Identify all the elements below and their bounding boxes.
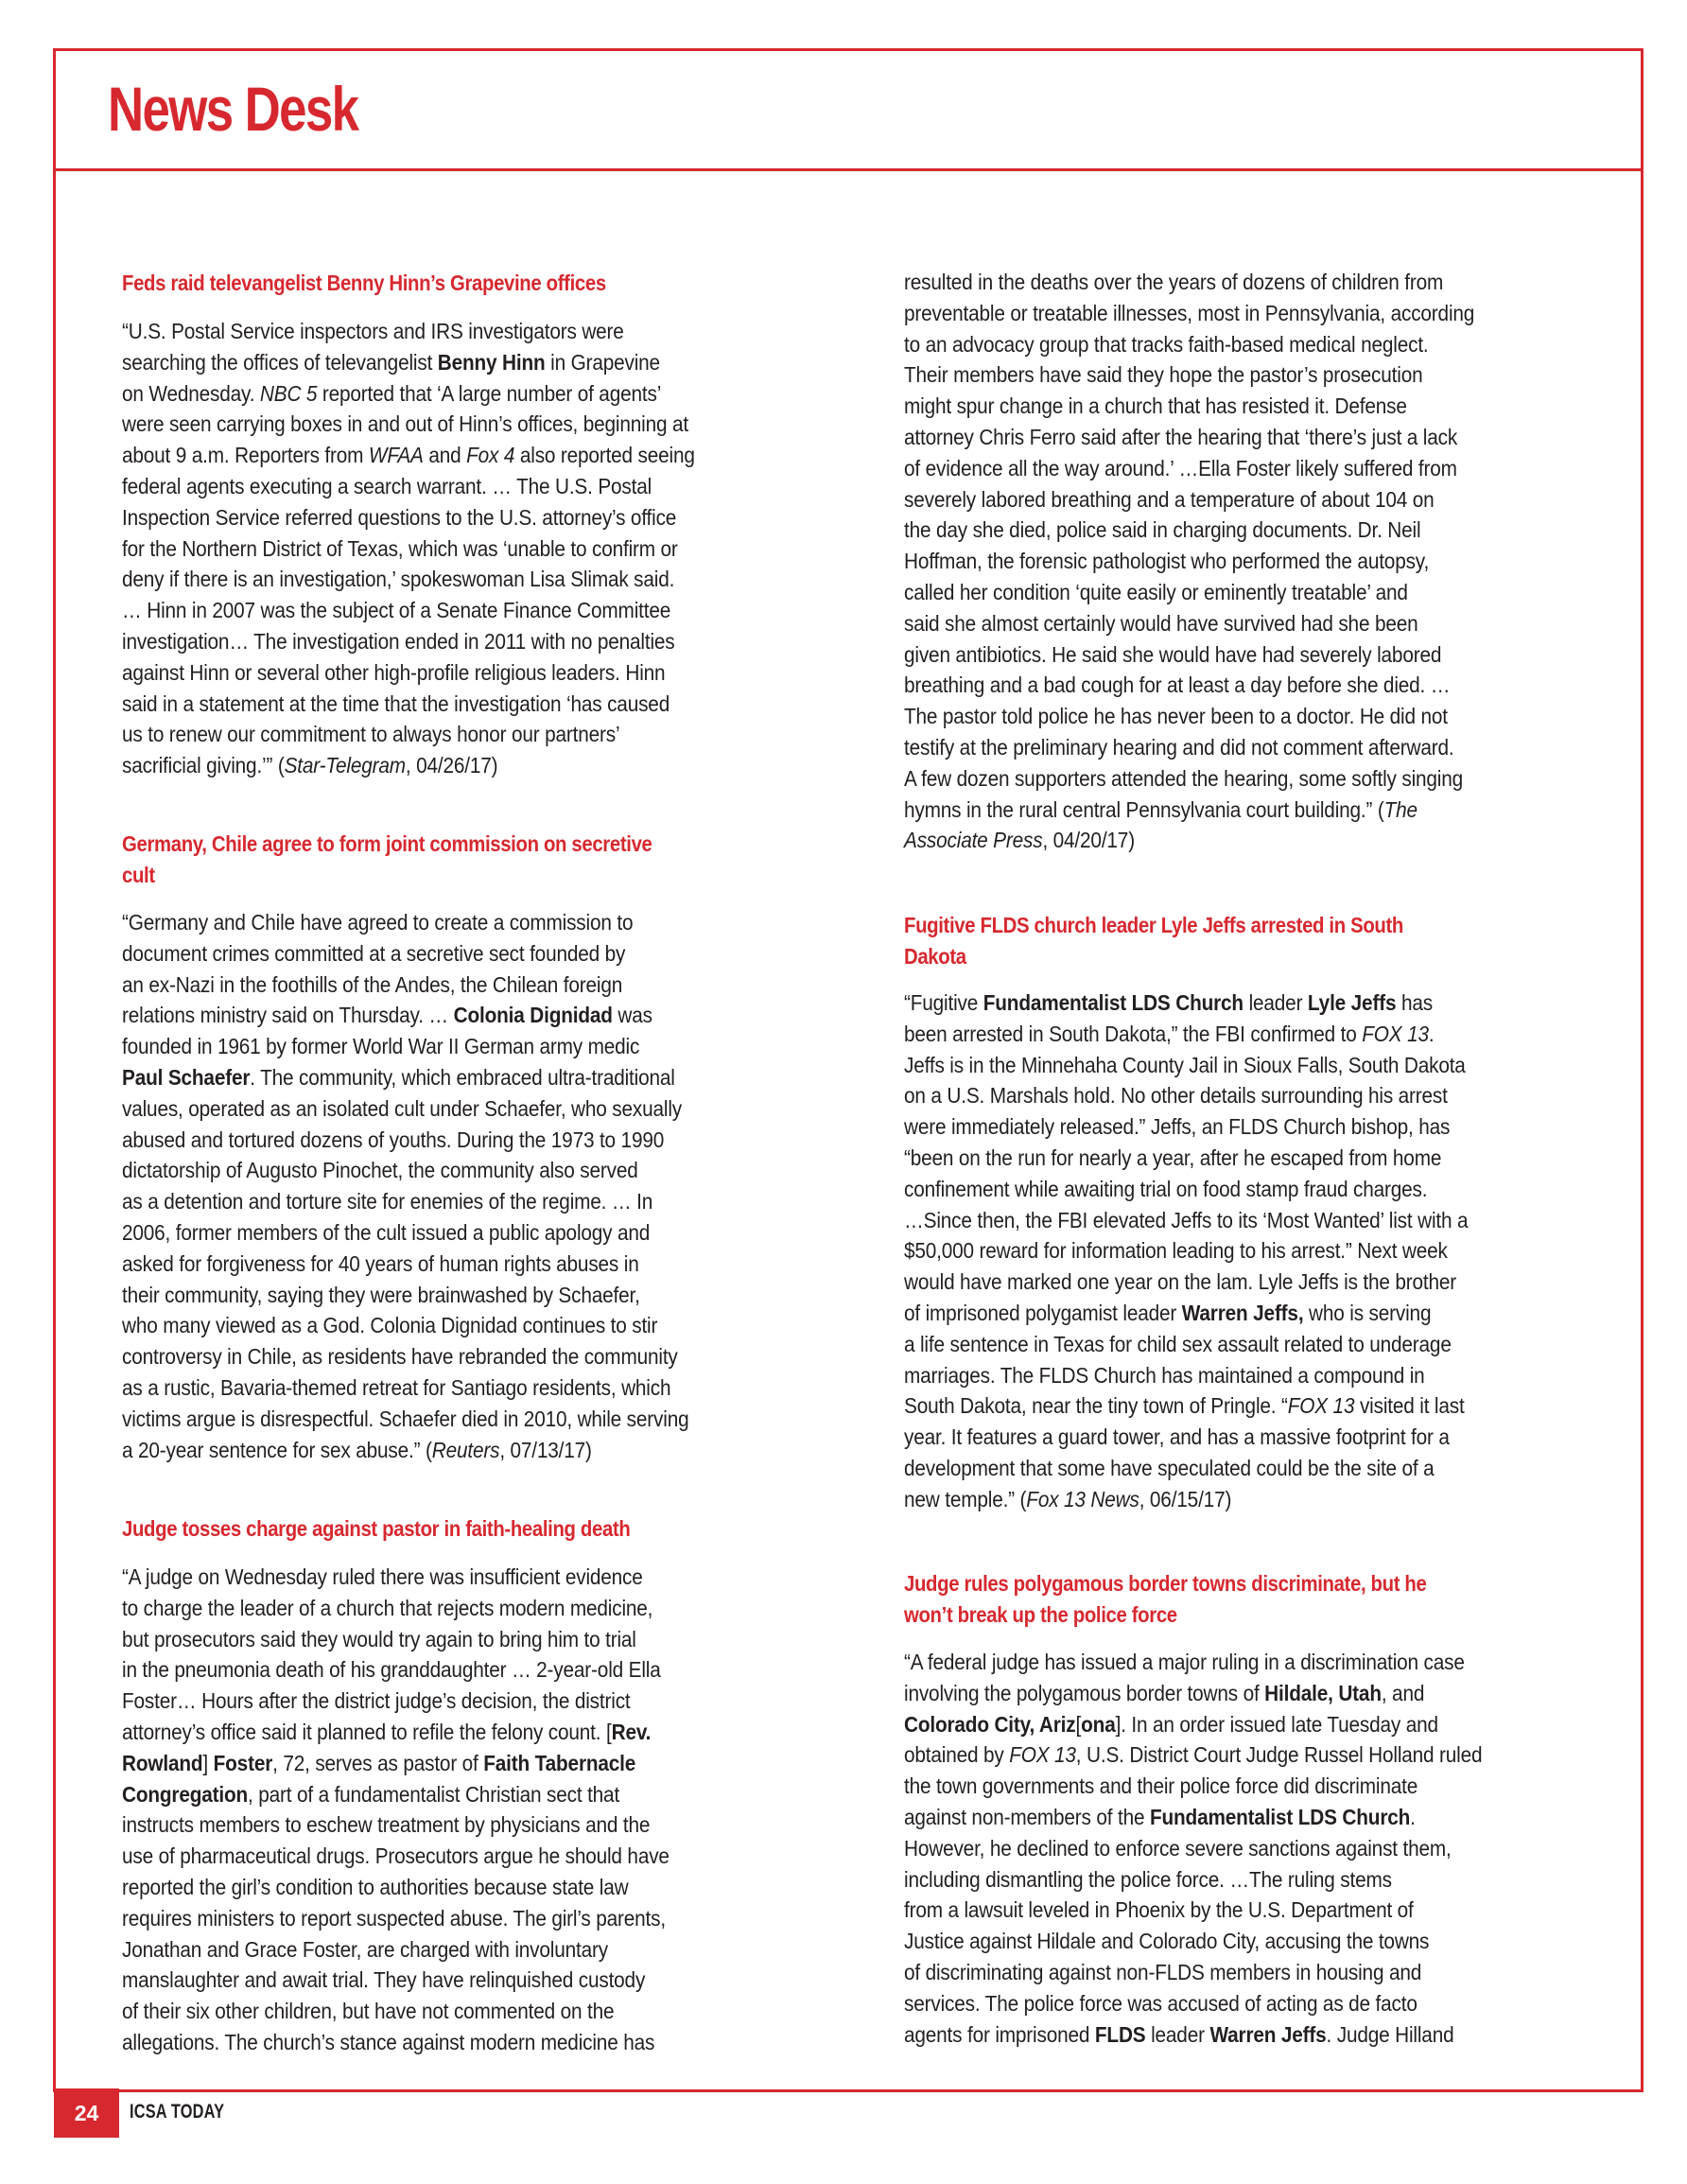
text-run: confinement while awaiting trial on food stamp fraud charges.: [904, 1176, 1428, 1201]
text-line: [904, 2019, 1506, 2051]
text-line: [122, 502, 724, 533]
text-line: [122, 1841, 724, 1872]
text-line: [122, 1031, 724, 1062]
text-line: [904, 1771, 1506, 1802]
text-line: [904, 670, 1506, 701]
text-run: who many viewed as a God. Colonia Dignidad continues to stir: [122, 1313, 658, 1338]
text-run: against non-members of the: [904, 1804, 1150, 1829]
article-heading: [904, 1568, 1585, 1631]
bold-text: Foster: [213, 1750, 273, 1775]
text-run: the town governments and their police force did discriminate: [904, 1773, 1418, 1799]
text-line: [904, 732, 1506, 763]
text-line: [122, 1686, 724, 1717]
text-line: [904, 1235, 1506, 1267]
text-line: [904, 1926, 1506, 1957]
text-run: founded in 1961 by former World War II German army medic: [122, 1034, 640, 1059]
text-line: [904, 1864, 1506, 1896]
text-line: [904, 1895, 1506, 1926]
text-run: 2006, former members of the cult issued a public apology and: [122, 1219, 651, 1245]
text-run: Judge tosses charge against pastor in faith-healing death: [122, 1516, 631, 1541]
text-line: [904, 1360, 1506, 1391]
text-run: abused and tortured dozens of youths. During the 1973 to 1990: [122, 1127, 665, 1152]
text-line: [904, 1174, 1506, 1205]
text-line: [904, 1205, 1506, 1236]
text-line: [904, 484, 1506, 515]
text-run: also reported seeing: [514, 443, 695, 468]
italic-text: FOX 13: [1009, 1742, 1076, 1768]
heading-line: [904, 1599, 1506, 1631]
text-run: us to renew our commitment to always honor our partners’: [122, 722, 620, 747]
text-line: [122, 440, 724, 471]
text-run: of their six other children, but have not commented on the: [122, 1999, 615, 2024]
text-line: [904, 577, 1506, 608]
bold-text: Congregation: [122, 1781, 249, 1807]
text-run: controversy in Chile, as residents have rebranded the community: [122, 1344, 678, 1370]
text-run: Inspection Service referred questions to the U.S. attorney’s office: [122, 504, 677, 530]
italic-text: FOX 13: [1287, 1393, 1355, 1419]
text-run: Their members have said they hope the pastor’s prosecution: [904, 362, 1423, 388]
text-run: “been on the run for nearly a year, after he escaped from home: [904, 1144, 1442, 1170]
text-run: Foster… Hours after the district judge’s decision, the district: [122, 1688, 631, 1714]
text-line: [122, 689, 724, 720]
text-line: [904, 1988, 1506, 2019]
text-run: Germany, Chile agree to form joint commission on secretive: [122, 831, 652, 856]
text-run: severely labored breathing and a temperature of about 104 on: [904, 486, 1435, 512]
text-line: [122, 1062, 724, 1093]
text-run: requires ministers to report suspected abuse. The girl’s parents,: [122, 1905, 666, 1931]
article-body: [122, 316, 803, 781]
text-run: dictatorship of Augusto Pinochet, the community also served: [122, 1158, 638, 1183]
text-line: [122, 657, 724, 689]
heading-line: [122, 860, 724, 891]
text-run: might spur change in a church that has resisted it. Defense: [904, 393, 1407, 419]
text-run: Hoffman, the forensic pathologist who performed the autopsy,: [904, 549, 1430, 574]
text-line: [122, 1903, 724, 1934]
text-line: [904, 391, 1506, 422]
text-line: [122, 1217, 724, 1249]
italic-text: Reuters: [431, 1437, 500, 1462]
bold-text: Fundamentalist LDS Church: [1149, 1804, 1411, 1829]
text-run: ]: [202, 1750, 214, 1775]
text-run: , U.S. District Court Judge Russel Holland ruled: [1075, 1742, 1483, 1768]
text-run: year. It features a guard tower, and has a massive footprint for a: [904, 1424, 1450, 1450]
text-run: Jeffs is in the Minnehaha County Jail in Sioux Falls, South Dakota: [904, 1052, 1466, 1077]
text-line: [904, 1298, 1506, 1329]
article-body: [122, 907, 803, 1465]
text-line: [122, 378, 724, 410]
text-line: [904, 1019, 1506, 1050]
text-run: to charge the leader of a church that rejects modern medicine,: [122, 1595, 653, 1620]
heading-line: [904, 941, 1506, 972]
text-line: [904, 1484, 1506, 1515]
text-line: [122, 1996, 724, 2027]
bold-text: Lyle Jeffs: [1307, 990, 1397, 1015]
text-line: [122, 1934, 724, 1966]
text-line: [122, 750, 724, 781]
text-run: of evidence all the way around.’ …Ella Foster likely suffered from: [904, 455, 1457, 480]
text-run: were seen carrying boxes in and out of Hinn’s offices, beginning at: [122, 411, 688, 437]
text-line: [122, 2027, 724, 2058]
article-body-continued: [904, 267, 1585, 856]
text-run: , 72, serves as pastor of: [272, 1750, 484, 1775]
text-run: leader: [1145, 2021, 1210, 2047]
text-line: [122, 1249, 724, 1280]
text-line: [122, 1562, 724, 1593]
heading-line: [904, 910, 1506, 941]
text-run: won’t break up the police force: [904, 1601, 1177, 1627]
text-run: “Germany and Chile have agreed to create a commission to: [122, 910, 634, 935]
bold-text: Warren Jeffs: [1209, 2021, 1327, 2047]
text-line: [122, 1624, 724, 1655]
text-run: relations ministry said on Thursday. …: [122, 1003, 454, 1028]
text-line: [122, 907, 724, 938]
text-run: from a lawsuit leveled in Phoenix by the U.S. Department of: [904, 1897, 1414, 1923]
header-divider: [53, 168, 1644, 171]
text-run: However, he declined to enforce severe sanctions against them,: [904, 1835, 1452, 1861]
article-heading: [122, 268, 803, 299]
text-run: deny if there is an investigation,’ spokeswoman Lisa Slimak said.: [122, 567, 675, 592]
text-line: [904, 546, 1506, 577]
text-run: obtained by: [904, 1742, 1010, 1768]
text-line: [904, 987, 1506, 1019]
text-line: [122, 1717, 724, 1748]
text-line: [904, 515, 1506, 546]
text-run: , 04/26/17): [405, 753, 498, 778]
bold-text: FLDS: [1094, 2021, 1146, 2047]
text-run: allegations. The church’s stance against modern medicine has: [122, 2029, 655, 2054]
text-line: [122, 1341, 724, 1372]
text-run: against Hinn or several other high-profile religious leaders. Hinn: [122, 659, 666, 685]
text-line: [122, 1280, 724, 1311]
text-line: [122, 1372, 724, 1404]
italic-text: NBC 5: [259, 380, 318, 406]
text-line: [904, 1267, 1506, 1298]
bold-text: Faith Tabernacle: [483, 1750, 636, 1775]
text-line: [122, 1310, 724, 1341]
text-run: $50,000 reward for information leading to his arrest.” Next week: [904, 1238, 1448, 1264]
text-run: given antibiotics. He said she would have had severely labored: [904, 641, 1442, 667]
text-run: testify at the preliminary hearing and did not comment afterward.: [904, 734, 1454, 760]
italic-text: Star-Telegram: [284, 753, 406, 778]
bold-text: Benny Hinn: [437, 349, 546, 375]
page-number-badge: [54, 2088, 119, 2138]
bold-text: Paul Schaefer: [122, 1064, 251, 1090]
text-line: [904, 1329, 1506, 1360]
page-number: 24: [74, 2101, 99, 2125]
text-run: South Dakota, near the tiny town of Pringle. “: [904, 1393, 1288, 1419]
article-body: [122, 1562, 803, 2058]
text-line: [904, 763, 1506, 795]
text-run: breathing and a bad cough for at least a day before she died. …: [904, 673, 1451, 698]
text-run: visited it last: [1354, 1393, 1465, 1419]
text-run: attorney Chris Ferro said after the hearing that ‘there’s just a lack: [904, 424, 1458, 449]
text-run: preventable or treatable illnesses, most in Pennsylvania, according: [904, 300, 1475, 325]
text-run: “A judge on Wednesday ruled there was insufficient evidence: [122, 1564, 643, 1589]
text-line: [904, 1422, 1506, 1453]
text-run: agents for imprisoned: [904, 2021, 1095, 2047]
text-run: of discriminating against non-FLDS members in housing and: [904, 1959, 1422, 1984]
text-run: reported the girl’s condition to authorities because state law: [122, 1874, 629, 1899]
text-line: [904, 1678, 1506, 1709]
text-run: Jonathan and Grace Foster, are charged with involuntary: [122, 1936, 608, 1962]
text-run: “A federal judge has issued a major ruling in a discrimination case: [904, 1650, 1465, 1674]
bold-text: Rev.: [611, 1719, 652, 1744]
text-run: values, operated as an isolated cult under Schaefer, who sexually: [122, 1095, 683, 1121]
text-line: [904, 359, 1506, 391]
text-run: , 04/20/17): [1042, 828, 1135, 853]
text-run: …Since then, the FBI elevated Jeffs to its ‘Most Wanted’ list with a: [904, 1207, 1469, 1232]
text-run: [: [1075, 1711, 1082, 1737]
text-run: resulted in the deaths over the years of dozens of children from: [904, 270, 1444, 294]
text-line: [904, 298, 1506, 329]
text-line: [122, 1435, 724, 1466]
text-line: [122, 1965, 724, 1996]
text-line: [904, 1709, 1506, 1740]
text-run: asked for forgiveness for 40 years of human rights abuses in: [122, 1250, 639, 1276]
text-run: marriages. The FLDS Church has maintained a compound in: [904, 1362, 1425, 1388]
text-run: new temple.” (: [904, 1486, 1027, 1511]
text-line: [904, 639, 1506, 671]
text-line: [122, 1186, 724, 1217]
text-line: [122, 719, 724, 750]
text-run: the day she died, police said in charging documents. Dr. Neil: [904, 517, 1421, 543]
text-run: … Hinn in 2007 was the subject of a Senate Finance Committee: [122, 598, 671, 623]
text-run: manslaughter and await trial. They have relinquished custody: [122, 1967, 646, 1993]
text-run: and: [423, 443, 467, 468]
text-run: , 06/15/17): [1139, 1486, 1232, 1511]
text-run: said in a statement at the time that the investigation ‘has caused: [122, 690, 670, 716]
text-run: A few dozen supporters attended the hearing, some softly singing: [904, 765, 1464, 791]
text-run: leader: [1243, 990, 1308, 1015]
text-run: federal agents executing a search warrant. … The U.S. Postal: [122, 473, 652, 498]
text-run: Fugitive FLDS church leader Lyle Jeffs arrested in South: [904, 913, 1404, 937]
text-line: [904, 422, 1506, 453]
italic-text: Fox 4: [466, 443, 515, 468]
article-body: [904, 987, 1585, 1515]
text-line: [904, 1453, 1506, 1484]
text-line: [122, 1809, 724, 1841]
text-run: searching the offices of televangelist: [122, 349, 438, 375]
text-run: Dakota: [904, 943, 966, 969]
text-run: “U.S. Postal Service inspectors and IRS investigators were: [122, 319, 624, 343]
text-run: in the pneumonia death of his granddaughter … 2-year-old Ella: [122, 1657, 661, 1683]
text-run: including dismantling the police force. …The ruling stems: [904, 1866, 1392, 1892]
text-line: [122, 1000, 724, 1031]
text-line: [122, 626, 724, 657]
text-line: [904, 1739, 1506, 1771]
text-line: [904, 1050, 1506, 1081]
text-run: sacrificial giving.’” (: [122, 753, 285, 778]
bold-text: Colorado City, Ariz: [904, 1711, 1076, 1737]
text-run: use of pharmaceutical drugs. Prosecutors argue he should have: [122, 1843, 670, 1869]
text-line: [904, 825, 1506, 856]
text-run: who is serving: [1303, 1300, 1432, 1325]
text-line: [122, 1093, 724, 1125]
text-run: attorney’s office said it planned to refile the felony count. [: [122, 1719, 612, 1744]
text-run: The pastor told police he has never been to a doctor. He did not: [904, 704, 1448, 729]
text-line: [904, 1802, 1506, 1833]
italic-text: FOX 13: [1362, 1021, 1429, 1046]
text-line: [122, 1125, 724, 1156]
text-line: [122, 347, 724, 378]
text-run: reported that ‘A large number of agents’: [317, 380, 662, 406]
bold-text: Colonia Dignidad: [453, 1003, 613, 1028]
text-line: [122, 595, 724, 626]
text-run: a 20-year sentence for sex abuse.” (: [122, 1437, 432, 1462]
text-run: , part of a fundamentalist Christian sect that: [248, 1781, 620, 1807]
text-run: as a detention and torture site for enemies of the regime. … In: [122, 1189, 653, 1214]
text-run: involving the polygamous border towns of: [904, 1680, 1265, 1705]
text-run: would have marked one year on the lam. Lyle Jeffs is the brother: [904, 1269, 1457, 1295]
text-run: cult: [122, 862, 155, 887]
text-line: [122, 1155, 724, 1186]
text-run: in Grapevine: [545, 349, 660, 375]
text-run: been arrested in South Dakota,” the FBI confirmed to: [904, 1021, 1363, 1046]
text-run: investigation… The investigation ended in 2011 with no penalties: [122, 628, 675, 654]
italic-text: Associate Press: [904, 828, 1043, 853]
heading-line: [122, 268, 724, 299]
text-run: “Fugitive: [904, 990, 983, 1015]
text-run: development that some have speculated could be the site of a: [904, 1455, 1435, 1480]
text-run: but prosecutors said they would try again to bring him to trial: [122, 1626, 636, 1651]
text-line: [122, 970, 724, 1001]
text-line: [122, 533, 724, 565]
text-run: their community, saying they were brainwashed by Schaefer,: [122, 1282, 640, 1307]
text-run: services. The police force was accused of acting as de facto: [904, 1990, 1417, 2016]
bold-text: Rowland: [122, 1750, 203, 1775]
text-line: [904, 1111, 1506, 1143]
bold-text: ona: [1081, 1711, 1116, 1737]
text-line: [904, 701, 1506, 732]
text-run: Justice against Hildale and Colorado City, accusing the towns: [904, 1929, 1430, 1954]
text-run: instructs members to eschew treatment by physicians and the: [122, 1812, 651, 1838]
italic-text: WFAA: [368, 443, 424, 468]
text-run: Feds raid televangelist Benny Hinn’s Grapevine offices: [122, 271, 606, 295]
text-run: about 9 a.m. Reporters from: [122, 443, 369, 468]
heading-line: [122, 1513, 724, 1545]
article-heading: [904, 910, 1585, 972]
text-run: .: [1428, 1021, 1435, 1046]
text-line: [904, 329, 1506, 360]
text-run: . The community, which embraced ultra-traditional: [250, 1064, 675, 1090]
text-line: [122, 1654, 724, 1686]
text-run: victims argue is disrespectful. Schaefer died in 2010, while serving: [122, 1406, 689, 1431]
italic-text: Fox 13 News: [1026, 1486, 1139, 1511]
text-run: said she almost certainly would have survived had she been: [904, 610, 1418, 636]
text-run: ]. In an order issued late Tuesday and: [1115, 1711, 1438, 1737]
text-run: , and: [1381, 1680, 1425, 1705]
article-heading: [122, 829, 803, 891]
text-run: on a U.S. Marshals hold. No other details surrounding his arrest: [904, 1083, 1448, 1109]
text-run: for the Northern District of Texas, which was ‘unable to confirm or: [122, 535, 678, 561]
heading-line: [122, 829, 724, 860]
text-run: called her condition ‘quite easily or eminently treatable’ and: [904, 579, 1408, 604]
text-run: Judge rules polygamous border towns discriminate, but he: [904, 1571, 1427, 1596]
text-line: [122, 316, 724, 347]
text-line: [122, 1404, 724, 1435]
text-run: .: [1410, 1804, 1416, 1829]
page-title: News Desk: [108, 74, 358, 144]
text-line: [904, 1833, 1506, 1864]
article-heading: [122, 1513, 803, 1545]
text-line: [904, 1080, 1506, 1111]
text-run: to an advocacy group that tracks faith-based medical neglect.: [904, 331, 1429, 357]
article-body: [904, 1647, 1585, 2050]
text-line: [122, 471, 724, 502]
bold-text: Warren Jeffs,: [1181, 1300, 1304, 1325]
text-run: hymns in the rural central Pennsylvania court building.” (: [904, 796, 1384, 822]
text-line: [122, 1779, 724, 1810]
text-run: as a rustic, Bavaria-themed retreat for Santiago residents, which: [122, 1374, 671, 1400]
text-run: , 07/13/17): [499, 1437, 592, 1462]
heading-line: [904, 1568, 1506, 1599]
text-run: an ex-Nazi in the foothills of the Andes, the Chilean foreign: [122, 971, 623, 997]
text-run: a life sentence in Texas for child sex assault related to underage: [904, 1331, 1452, 1356]
text-run: were immediately released.” Jeffs, an FLDS Church bishop, has: [904, 1114, 1451, 1140]
text-line: [122, 1872, 724, 1903]
text-line: [904, 795, 1506, 826]
text-run: on Wednesday.: [122, 380, 260, 406]
text-run: . Judge Hilland: [1326, 2021, 1454, 2047]
text-line: [122, 938, 724, 970]
text-run: has: [1396, 990, 1433, 1015]
bold-text: Hildale, Utah: [1264, 1680, 1382, 1705]
text-line: [904, 453, 1506, 484]
text-line: [904, 267, 1506, 298]
text-line: [904, 1390, 1506, 1422]
bold-text: Fundamentalist LDS Church: [983, 990, 1244, 1015]
publication-name: ICSA TODAY: [130, 2101, 225, 2123]
text-line: [904, 1647, 1506, 1678]
text-line: [122, 409, 724, 440]
text-run: was: [612, 1003, 652, 1028]
text-run: of imprisoned polygamist leader: [904, 1300, 1182, 1325]
text-line: [122, 564, 724, 595]
text-line: [122, 1748, 724, 1779]
text-run: document crimes committed at a secretive sect founded by: [122, 940, 626, 966]
italic-text: The: [1383, 796, 1417, 822]
text-line: [904, 1143, 1506, 1174]
text-line: [122, 1593, 724, 1624]
text-line: [904, 608, 1506, 639]
text-line: [904, 1957, 1506, 1988]
